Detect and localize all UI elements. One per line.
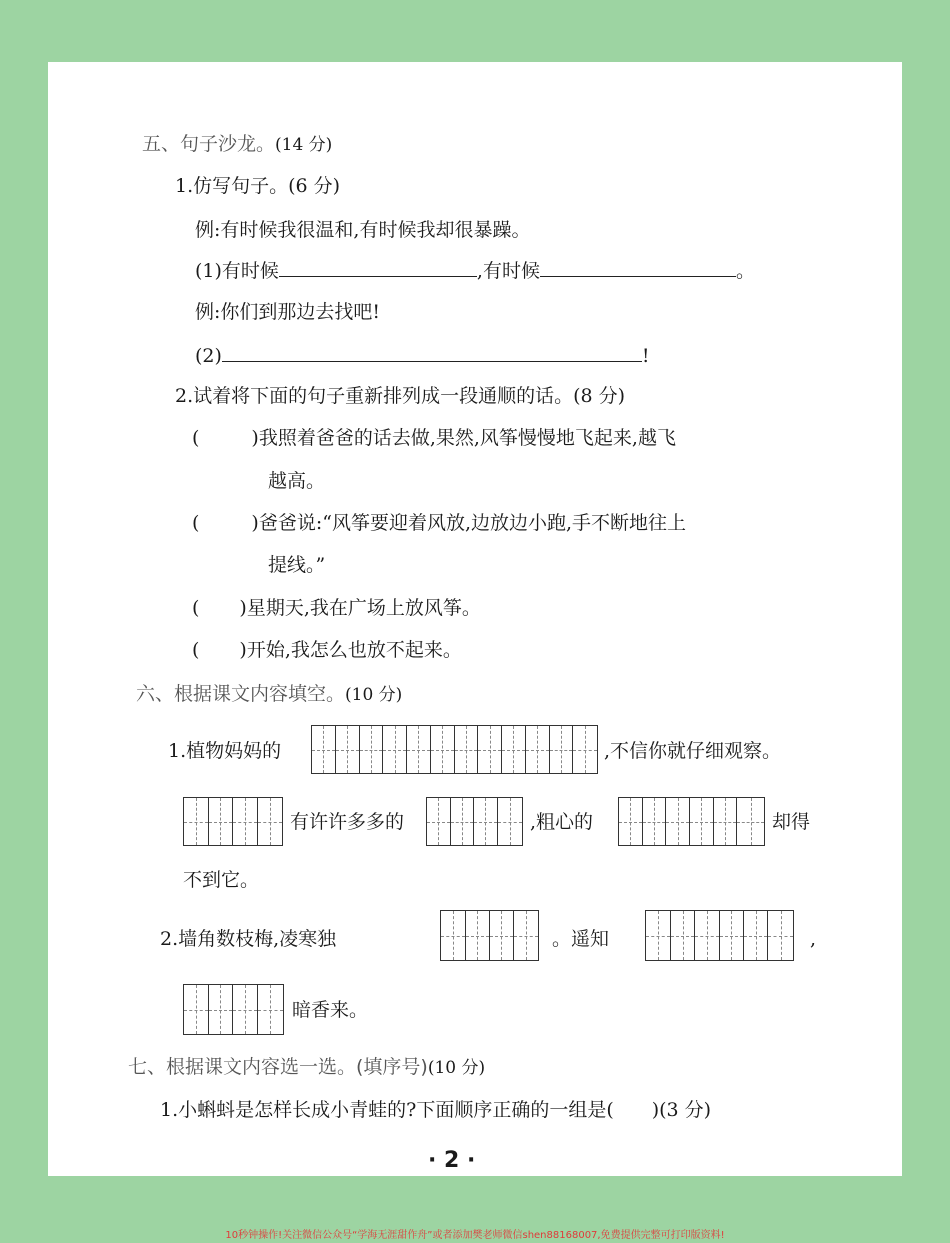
section-title: 七、根据课文内容选一选。(填序号) — [128, 1056, 428, 1078]
grid-cell — [502, 726, 526, 773]
grid-cell — [233, 985, 258, 1034]
q6-2-text-c: ,粗心的 — [530, 811, 594, 833]
section-score: (10 分) — [345, 685, 403, 705]
character-grid-2b[interactable] — [426, 797, 523, 846]
q6-5-text: 暗香来。 — [292, 999, 369, 1021]
grid-cell — [695, 911, 720, 960]
grid-cell — [737, 798, 764, 845]
q5-2-prompt: 2.试着将下面的句子重新排列成一段通顺的话。(8 分) — [175, 385, 626, 407]
q6-1-suffix: ,不信你就仔细观察。 — [604, 740, 782, 762]
grid-cell — [336, 726, 360, 773]
grid-cell — [690, 798, 714, 845]
page-number: · 2 · — [428, 1148, 476, 1173]
section-score: (14 分) — [275, 135, 333, 155]
grid-cell — [646, 911, 671, 960]
grid-cell — [258, 798, 282, 845]
grid-cell — [666, 798, 690, 845]
grid-cell — [184, 798, 209, 845]
grid-cell — [573, 726, 597, 773]
character-grid-10[interactable] — [311, 725, 598, 774]
item-prefix: (2) — [195, 345, 222, 367]
character-grid-2a[interactable] — [183, 797, 283, 846]
sort-item-2-cont: 提线。” — [268, 554, 326, 576]
sort-item-3 — [192, 594, 481, 622]
grid-cell — [209, 985, 234, 1034]
character-grid-4a[interactable] — [440, 910, 539, 961]
section-five-heading — [142, 130, 332, 159]
item-middle: ,有时候 — [476, 260, 540, 282]
grid-cell — [643, 798, 667, 845]
grid-cell — [312, 726, 336, 773]
section-six-heading — [136, 680, 402, 709]
grid-cell — [427, 798, 451, 845]
section-title: 五、句子沙龙。 — [142, 133, 276, 155]
q5-1-prompt: 1.仿写句子。(6 分) — [175, 175, 341, 197]
sort-text: 星期天,我在广场上放风筝。 — [246, 597, 481, 619]
section-seven-heading — [128, 1053, 485, 1082]
q5-item-2 — [195, 341, 650, 370]
paren-close: ) — [251, 427, 259, 449]
sort-item-2 — [192, 509, 686, 537]
sort-item-1 — [192, 424, 676, 452]
paren-close: ) — [239, 597, 247, 619]
grid-cell — [526, 726, 550, 773]
grid-cell — [383, 726, 407, 773]
grid-cell — [490, 911, 514, 960]
item-end: 。 — [735, 260, 755, 282]
q6-3-text: 不到它。 — [183, 869, 260, 891]
q6-4-text-b: 。遥知 — [552, 928, 610, 950]
grid-cell — [768, 911, 793, 960]
grid-cell — [451, 798, 475, 845]
grid-cell — [478, 726, 502, 773]
grid-cell — [720, 911, 744, 960]
paren-open: ( — [192, 512, 200, 534]
character-grid-5[interactable] — [183, 984, 284, 1035]
section-score: (10 分) — [427, 1058, 486, 1078]
grid-cell — [619, 798, 643, 845]
answer-blank-2[interactable] — [222, 341, 642, 362]
grid-cell — [258, 985, 283, 1034]
grid-cell — [407, 726, 431, 773]
character-grid-3[interactable] — [618, 797, 765, 846]
sort-text: 爸爸说:“风筝要迎着风放,边放边小跑,手不断地往上 — [258, 512, 687, 534]
paren-open: ( — [192, 597, 200, 619]
grid-cell — [184, 985, 209, 1034]
q6-4-text-a: 2.墙角数枝梅,凌寒独 — [160, 928, 337, 950]
grid-cell — [744, 911, 769, 960]
q5-example-2: 例:你们到那边去找吧! — [195, 301, 381, 323]
q6-4-text-c: , — [810, 928, 817, 950]
grid-cell — [431, 726, 455, 773]
item-end: ! — [641, 345, 650, 367]
grid-cell — [514, 911, 538, 960]
grid-cell — [441, 911, 466, 960]
q7-1-prompt: 1.小蝌蚪是怎样长成小青蛙的?下面顺序正确的一组是( )(3 分) — [160, 1099, 712, 1121]
answer-blank-1b[interactable] — [540, 256, 736, 277]
grid-cell — [233, 798, 258, 845]
q6-2-text-b: 有许许多多的 — [290, 811, 405, 833]
sort-text: 我照着爸爸的话去做,果然,风筝慢慢地飞起来,越飞 — [258, 427, 676, 449]
sort-item-1-cont: 越高。 — [268, 470, 326, 492]
paren-open: ( — [192, 639, 200, 661]
character-grid-4b[interactable] — [645, 910, 794, 961]
sort-text: 开始,我怎么也放不起来。 — [246, 639, 462, 661]
grid-cell — [474, 798, 498, 845]
grid-cell — [550, 726, 574, 773]
grid-cell — [455, 726, 479, 773]
grid-cell — [360, 726, 384, 773]
q6-1-prefix: 1.植物妈妈的 — [168, 740, 282, 762]
q5-example-1: 例:有时候我很温和,有时候我却很暴躁。 — [195, 219, 531, 241]
grid-cell — [714, 798, 738, 845]
answer-blank-1a[interactable] — [279, 256, 477, 277]
paren-close: ) — [251, 512, 259, 534]
paren-open: ( — [192, 427, 200, 449]
q5-item-1 — [195, 256, 755, 285]
section-title: 六、根据课文内容填空。 — [136, 683, 346, 705]
sort-item-4 — [192, 636, 462, 664]
grid-cell — [209, 798, 234, 845]
grid-cell — [466, 911, 491, 960]
grid-cell — [671, 911, 696, 960]
q6-2-text-d: 却得 — [772, 811, 811, 833]
paren-close: ) — [239, 639, 247, 661]
item-prefix: (1)有时候 — [195, 260, 279, 282]
footer-promo: 10秒钟操作!关注微信公众号“学海无涯甜作舟”或者添加樊老师微信shen88168007,免费提供完整可打印版资料! — [225, 1230, 725, 1241]
grid-cell — [498, 798, 522, 845]
